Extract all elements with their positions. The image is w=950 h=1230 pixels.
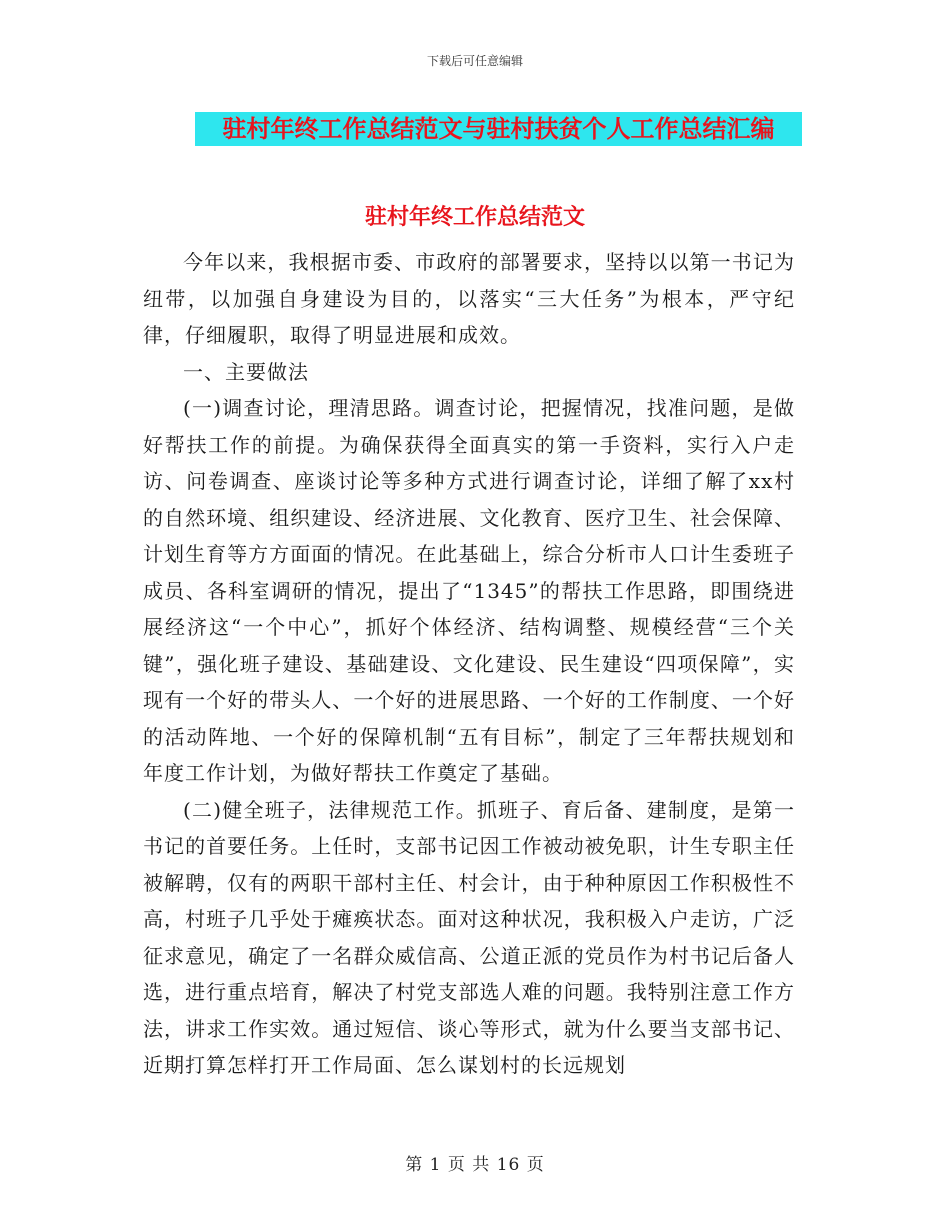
document-main-title: 驻村年终工作总结范文与驻村扶贫个人工作总结汇编 xyxy=(195,112,802,146)
document-body xyxy=(143,244,795,1084)
heading-main-methods: 一、主要做法 xyxy=(183,359,309,384)
paragraph-research: (一)调查讨论，理清思路。调查讨论，把握情况，找准问题，是做好帮扶工作的前提。为确保获得全面真实的第一手资料，实行入户走访、问卷调查、座谈讨论等多种方式进行调查讨论，详细了解了xx村的自然环境、组织建设、经济进展、文化教育、医疗卫生、社会保障、计划生育等方方面面的情况。在此基础上，综合分析市人口计生委班子成员、各科室调研的情况，提出了“1345”的帮扶工作思路，即围绕进展经济这“一个中心”，抓好个体经济、结构调整、规模经营“三个关键”，强化班子建设、基础建设、文化建设、民生建设“四项保障”，实现有一个好的带头人、一个好的进展思路、一个好的工作制度、一个好的活动阵地、一个好的保障机制“五有目标”，制定了三年帮扶规划和年度工作计划，为做好帮扶工作奠定了基础。 xyxy=(143,396,795,785)
paragraph-intro: 今年以来，我根据市委、市政府的部署要求，坚持以以第一书记为纽带，以加强自身建设为目的，以落实“三大任务”为根本，严守纪律，仔细履职，取得了明显进展和成效。 xyxy=(143,250,795,347)
section-title: 驻村年终工作总结范文 xyxy=(364,205,585,230)
page-indicator: 第 1 页 共 16 页 xyxy=(405,1155,545,1175)
header-note: 下载后可任意编辑 xyxy=(426,54,523,68)
paragraph-team: (二)健全班子，法律规范工作。抓班子、育后备、建制度，是第一书记的首要任务。上任时，支部书记因工作被动被免职，计生专职主任被解聘，仅有的两职干部村主任、村会计，由于种种原因工作积极性不高，村班子几乎处于瘫痪状态。面对这种状况，我积极入户走访，广泛征求意见，确定了一名群众威信高、公道正派的党员作为村书记后备人选，进行重点培育，解决了村党支部选人难的问题。我特别注意工作方法，讲求工作实效。通过短信、谈心等形式，就为什么要当支部书记、近期打算怎样打开工作局面、怎么谋划村的长远规划 xyxy=(143,797,795,1077)
